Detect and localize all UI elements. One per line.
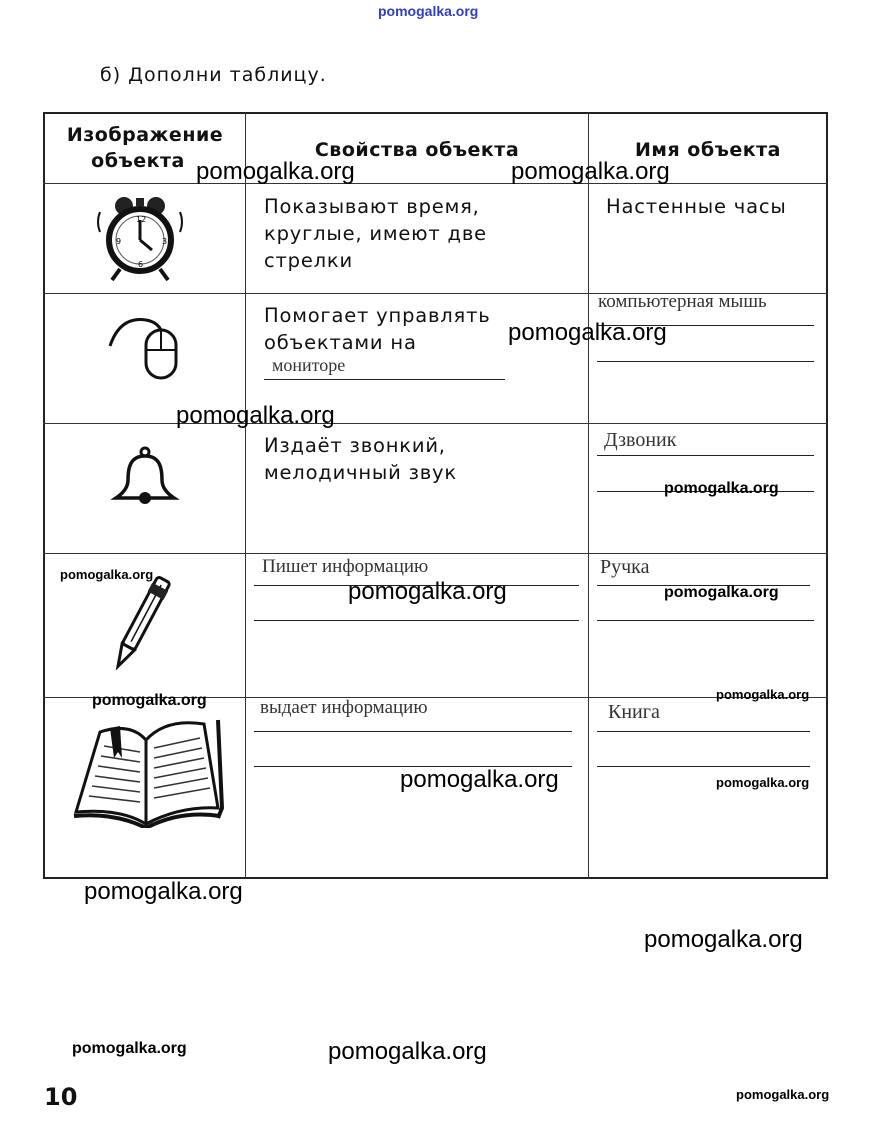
row2-name-answer: компьютерная мышь bbox=[598, 291, 767, 312]
header-link[interactable]: pomogalka.org bbox=[378, 3, 479, 19]
row2-properties-line: Помогает управлять bbox=[264, 304, 491, 327]
watermark: pomogalka.org bbox=[716, 775, 810, 790]
pen-icon bbox=[108, 570, 174, 676]
row2-properties bbox=[264, 302, 491, 356]
header-properties-column: Свойства объекта bbox=[314, 139, 520, 161]
svg-text:12: 12 bbox=[136, 215, 147, 224]
watermark: pomogalka.org bbox=[664, 584, 779, 601]
header-image-line-2: объекта bbox=[91, 150, 185, 172]
row4-name-answer: Ручка bbox=[600, 556, 650, 578]
row3-properties bbox=[264, 432, 457, 486]
row5-properties-answer: выдает информацию bbox=[260, 697, 428, 718]
answer-line bbox=[597, 620, 814, 621]
bell-icon bbox=[110, 446, 180, 510]
watermark: pomogalka.org bbox=[84, 878, 243, 905]
table-column-divider bbox=[245, 112, 246, 879]
table-row-divider bbox=[43, 423, 828, 424]
alarm-clock-icon bbox=[92, 192, 188, 282]
row1-properties bbox=[264, 193, 487, 274]
page-number: 10 bbox=[44, 1083, 78, 1111]
watermark: pomogalka.org bbox=[328, 1038, 487, 1065]
watermark: pomogalka.org bbox=[60, 567, 154, 582]
watermark: pomogalka.org bbox=[644, 926, 803, 953]
row4-properties-answer: Пишет информацию bbox=[262, 556, 429, 577]
answer-line bbox=[264, 379, 505, 380]
row3-properties-line: Издаёт звонкий, bbox=[264, 434, 446, 457]
table-row-divider bbox=[43, 183, 828, 184]
watermark: pomogalka.org bbox=[348, 578, 507, 605]
header-image-line-1: Изображение bbox=[66, 124, 224, 146]
watermark: pomogalka.org bbox=[736, 1087, 830, 1102]
watermark: pomogalka.org bbox=[508, 319, 667, 346]
answer-line bbox=[597, 455, 814, 456]
row1-name: Настенные часы bbox=[606, 195, 787, 218]
watermark: pomogalka.org bbox=[716, 687, 810, 702]
computer-mouse-icon bbox=[106, 310, 182, 384]
row1-properties-line: Показывают время, bbox=[264, 195, 480, 218]
watermark: pomogalka.org bbox=[664, 480, 779, 497]
open-book-icon bbox=[70, 712, 224, 828]
svg-text:9: 9 bbox=[116, 237, 122, 246]
answer-line bbox=[597, 731, 810, 732]
table-column-divider bbox=[588, 112, 589, 879]
row1-properties-line: стрелки bbox=[264, 249, 353, 272]
watermark: pomogalka.org bbox=[400, 766, 559, 793]
answer-line bbox=[597, 766, 810, 767]
watermark: pomogalka.org bbox=[196, 158, 355, 185]
task-heading: б) Дополни таблицу. bbox=[100, 64, 327, 86]
watermark: pomogalka.org bbox=[511, 158, 670, 185]
row2-properties-answer: мониторе bbox=[272, 355, 346, 375]
table-row-divider bbox=[43, 553, 828, 554]
svg-text:3: 3 bbox=[162, 237, 168, 246]
svg-text:6: 6 bbox=[138, 260, 144, 269]
row5-name-answer: Книга bbox=[608, 701, 660, 723]
header-name-column: Имя объекта bbox=[635, 139, 781, 161]
row1-properties-line: круглые, имеют две bbox=[264, 222, 487, 245]
answer-line bbox=[254, 620, 579, 621]
row3-name-answer: Дзвоник bbox=[604, 429, 677, 451]
row3-properties-line: мелодичный звук bbox=[264, 461, 457, 484]
answer-line bbox=[254, 731, 572, 732]
answer-line bbox=[597, 361, 814, 362]
watermark: pomogalka.org bbox=[72, 1040, 187, 1057]
watermark: pomogalka.org bbox=[92, 692, 207, 709]
watermark: pomogalka.org bbox=[176, 402, 335, 429]
row2-properties-line: объектами на bbox=[264, 331, 417, 354]
